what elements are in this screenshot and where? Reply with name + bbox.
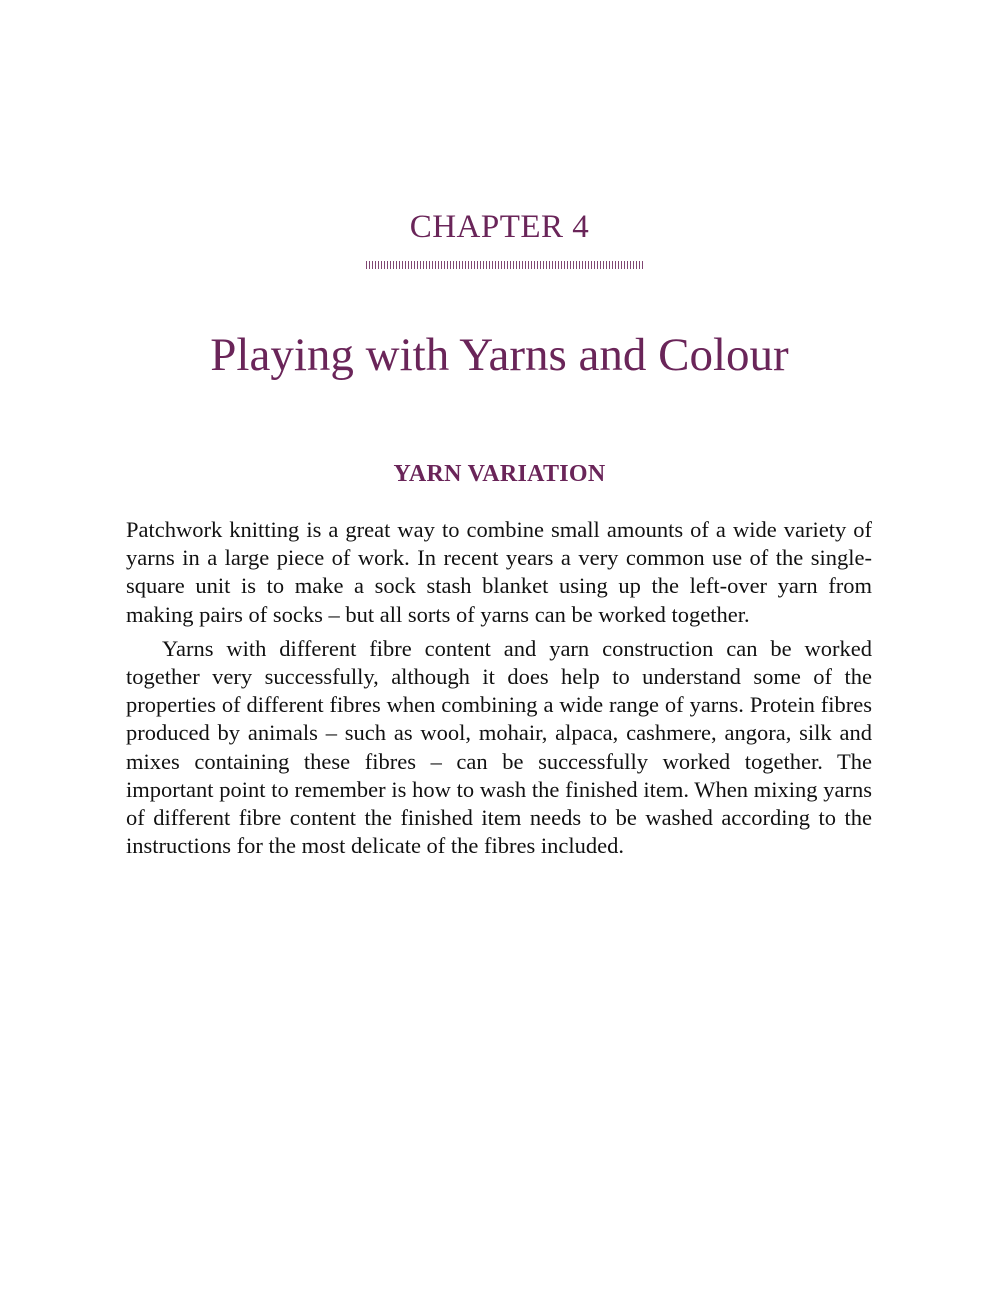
- body-text: [126, 516, 872, 866]
- paragraph: Patchwork knitting is a great way to combine small amounts of a wide variety of yarns in a large piece of work. In recent years a very common use of the single-square unit is to make a sock stash blanket using up the left-over yarn from making pairs of socks – but all sorts of yarns can be worked together.: [126, 517, 872, 627]
- chapter-label: CHAPTER 4: [409, 209, 590, 245]
- chapter-title: Playing with Yarns and Colour: [210, 329, 789, 381]
- section-heading: YARN VARIATION: [393, 461, 606, 487]
- chapter-ornament-rule: [366, 261, 643, 269]
- paragraph: Yarns with different fibre content and yarn construction can be worked together very successfully, although it does help to understand some of the properties of different fibres when combining a wide range of yarns. Protein fibres produced by animals – such as wool, mohair, alpaca, cashmere, angora, silk and mixes containing these fibres – can be successfully worked together. The important point to remember is how to wash the finished item. When mixing yarns of different fibre content the finished item needs to be washed according to the instructions for the most delicate of the fibres included.: [126, 635, 872, 859]
